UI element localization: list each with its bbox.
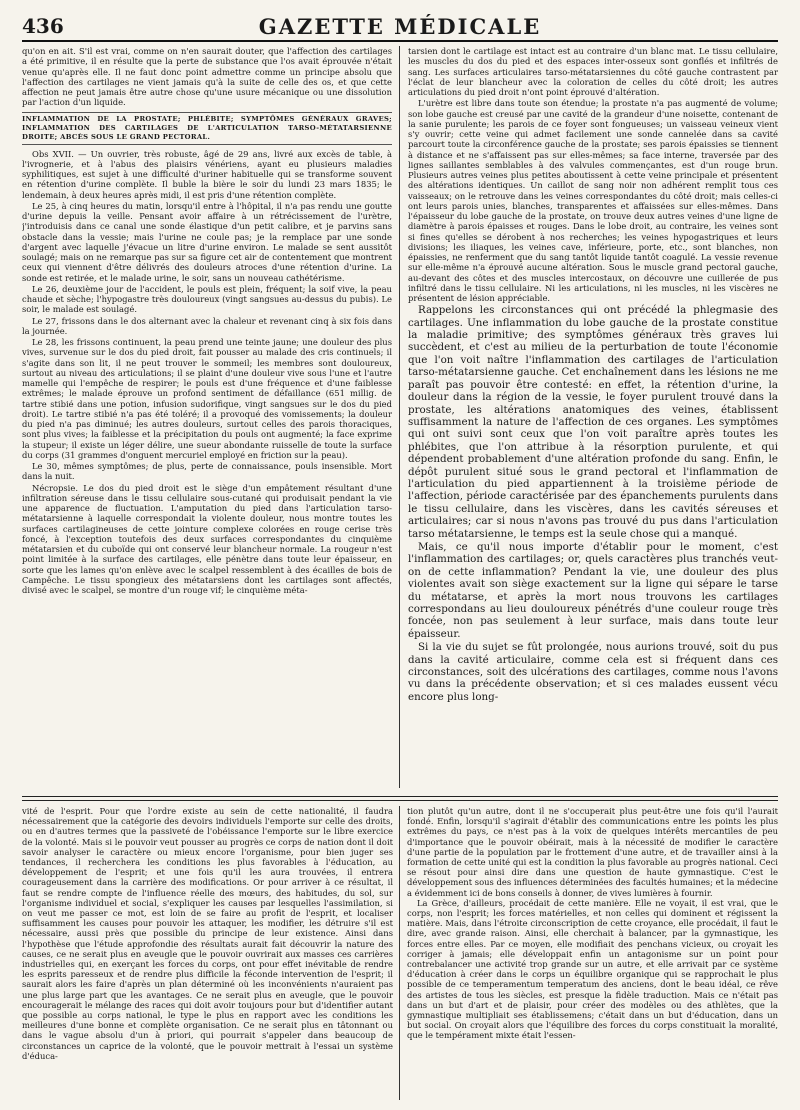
paragraph: Si la vie du sujet se fût prolongée, nous aurions trouvé, soit du pus dans la cavité articulaire, comme cela est si fréquent dans ces circonstances, soit des ulcérations des cartilages, comme nous l'avons vu dans la précédente observation; et si ces malades eussent vécu encore plus long- bbox=[408, 641, 778, 703]
paragraph: Le 26, deuxième jour de l'accident, le pouls est plein, fréquent; la soif vive, la peau chaude et sèche; l'hypogastre très douloureux (vingt sangsues au-dessus du pubis). Le soir, le malade est soulagé. bbox=[22, 283, 392, 315]
journal-title: GAZETTE MÉDICALE bbox=[258, 14, 542, 39]
paragraph: Le 27, frissons dans le dos alternant avec la chaleur et revenant cinq à six fois dans la journée. bbox=[22, 315, 392, 336]
feuilleton-left-column bbox=[22, 806, 393, 1100]
feuilleton-right-column bbox=[407, 806, 778, 1100]
article-section bbox=[22, 46, 778, 788]
paragraph: Le 25, à cinq heures du matin, lorsqu'il entre à l'hôpital, il n'a pas rendu une goutte d'urine depuis la veille. Pensant avoir affaire à un rétrécissement de l'urètre, j'introduisis dans ce canal une sonde élastique d'un petit calibre, et je parvins sans obstacle dans la vessie; mais l'urine ne coule pas; je la remplace par une sonde d'argent avec laquelle j'évacue un litre d'urine environ. Le malade se sent aussitôt soulagé; mais on ne remarque pas sur sa figure cet air de contentement que montrent ceux qui viennent d'être délivrés des douleurs atroces d'une rétention d'urine. La sonde est retirée, et le malade urine, le soir, sans un nouveau cathétérisme. bbox=[22, 200, 392, 283]
paragraph: L'urètre est libre dans toute son étendue; la prostate n'a pas augmenté de volume; son lobe gauche est creusé par une cavité de la grandeur d'une noisette, contenant de la sanie purulente; les parois de ce foyer sont fongueuses; un vaisseau veineux vient s'y ouvrir; cette veine qui admet facilement une sonde cannelée dans sa cavité parcourt toute la circonférence gauche de la prostate; ses parois épaissies se tiennent à distance et ne s'affaissent pas sur elles-mêmes; sa face interne, traversée par des lignes saillantes semblables à des valvules commençantes, est d'un rouge brun. Plusieurs autres veines plus petites aboutissent à cette veine principale et présentent des altérations identiques. Un caillot de sang noir non adhérent remplit tous ces vaisseaux; on le retrouve dans les veines correspondantes du côté droit; mais celles-ci ont leurs parois unies, blanches, transparentes et affaissées sur elles-mêmes. Dans l'épaisseur du lobe gauche de la prostate, on trouve deux autres veines d'une ligne de diamètre à parois épaisses et rouges. Dans le lobe droit, au contraire, les veines sont si fines qu'elles se dérobent à nos recherches; les veines hypogastriques et leurs divisions; les iliaques, les veines cave, inférieure, porte, etc., sont blanches, non épaissies, ne renferment que du sang tantôt liquide tantôt coagulé. La vessie revenue sur elle-même n'a éprouvé aucune altération. Sous le muscle grand pectoral gauche, au-devant des côtes et des muscles intercostaux, on découvre une cuillerée de pus infiltré dans le tissu cellulaire. Ni les articulations, ni les muscles, ni les viscères ne présentent de lésion appréciable. bbox=[408, 98, 778, 303]
paragraph: tion plutôt qu'un autre, dont il ne s'occuperait plus peut-être une fois qu'il l'aurait fondé. Enfin, lorsqu'il s'agirait d'établir des communications entre les points les plus extrêmes du pays, ce n'est pas à la voix de quelques intérêts mercantiles de peu d'importance que le pouvoir obéirait, mais à la nécessité de modifier le caractère d'une partie de la population par le frottement d'une autre, et de travailler ainsi à la formation de cette unité qui est la condition la plus favorable au progrès national. Ceci se résout pour ainsi dire dans une question de haute gymnastique. C'est le développement sous des influences déterminées des facultés humaines; et la médecine a évidemment ici de bons conseils à donner, de vives lumières à fournir. bbox=[407, 806, 778, 898]
feuilleton-section bbox=[22, 806, 778, 1100]
paragraph: Obs XVII. — Un ouvrier, très robuste, âgé de 29 ans, livré aux excès de table, à l'ivrognerie, et à l'abus des plaisirs vénériens, ayant eu plusieurs maladies syphilitiques, est sujet à une difficulté d'uriner habituelle qui se transforme souvent en rétention d'urine complète. Il buble la bière le soir du lundi 23 mars 1835; le lendemain, à deux heures après midi, il est pris d'une rétention complète. bbox=[22, 148, 392, 200]
paragraph: Mais, ce qu'il nous importe d'établir pour le moment, c'est l'inflammation des cartilages; or, quels caractères plus tranchés veut-on de cette inflammation? Pendant la vie, une douleur des plus violentes avait son siège exactement sur la ligne qui sépare le tarse du métatarse, et après la mort nous trouvons les cartilages correspondans au lieu douloureux pénétrés d'une couleur rouge très foncée, non pas seulement à leur surface, mais dans toute leur épaisseur. bbox=[408, 540, 778, 640]
newspaper-page bbox=[22, 14, 778, 1100]
page-header bbox=[22, 14, 778, 42]
section-separator bbox=[22, 796, 778, 801]
paragraph: Rappelons les circonstances qui ont précédé la phlegmasie des cartilages. Une inflammation du lobe gauche de la prostate constitue la maladie primitive; des symptômes généraux très graves lui succèdent, et c'est au milieu de la perturbation de toute l'économie que l'on voit naître l'inflammation des cartilages de l'articulation tarso-métatarsienne gauche. Cet enchaînement dans les lésions ne me paraît pas pouvoir être contesté: en effet, la rétention d'urine, la douleur dans la région de la vessie, le foyer purulent trouvé dans la prostate, les altérations anatomiques des veines, établissent suffisamment la nature de l'affection de ces organes. Les symptômes qui ont suivi sont ceux que l'on voit paraître après toutes les phlébites, que l'on attribue à la résorption purulente, et qui dépendent probablement d'une altération profonde du sang. Enfin, le dépôt purulent situé sous le grand pectoral et l'inflammation de l'articulation du pied appartiennent à la troisième période de l'affection, période caractérisée par des épanchements purulents dans le tissu cellulaire, dans les viscères, dans les cavités séreuses et articulaires; car si nous n'avons pas trouvé du pus dans l'articulation tarso métatarsienne, le temps est la seule chose qui a manqué. bbox=[408, 304, 778, 540]
paragraph: Le 30, mêmes symptômes; de plus, perte de connaissance, pouls insensible. Mort dans la nuit. bbox=[22, 461, 392, 482]
left-column bbox=[22, 46, 392, 788]
case-title: INFLAMMATION DE LA PROSTATE; PHLÉBITE; SYMPTÔMES GÉNÉRAUX GRAVES; INFLAMMATION DES CARTILAGES DE L'ARTICULATION TARSO-MÉTATARSIENNE DROITE; ABCÈS SOUS LE GRAND PECTORAL. bbox=[22, 112, 392, 145]
paragraph: tarsien dont le cartilage est intact est au contraire d'un blanc mat. Le tissu cellulaire, les muscles du dos du pied et des espaces inter-osseux sont gonflés et infiltrés de sang. Les surfaces articulaires tarso-métatarsiennes du côté gauche contrastent par l'éclat de leur blancheur avec la coloration de celles du côté droit; les autres articulations du pied droit n'ont point éprouvé d'altération. bbox=[408, 46, 778, 97]
paragraph: La Grèce, d'ailleurs, procédait de cette manière. Elle ne voyait, il est vrai, que le corps, non l'esprit; les forces matérielles, et non celles qui dominent et régissent la matière. Mais, dans l'étroite circonscription de cette croyance, elle procédait, il faut le dire, avec grande raison. Ainsi, elle cherchait à balancer, par la gymnastique, les forces entre elles. Par ce moyen, elle modifiait des penchans vicieux, ou croyait les corriger à jamais; elle développait enfin un antagonisme sur un point pour contrebalancer une activité trop grande sur un autre, et elle arrivait par ce système d'éducation à créer dans le corps un équilibre organique qui se rapprochait le plus possible de ce temperamentum temperatum des anciens, dont le beau idéal, ce rêve des artistes de tous les siècles, est presque la fidèle traduction. Mais ce n'était pas dans un but d'art et de plaisir, pour créer des modèles ou des athlètes, que la gymnastique multipliait ses établissemens; c'était dans un but d'éducation, dans un but social. On croyait alors que l'équilibre des forces du corps constituait la moralité, que le tempérament mixte était l'essen- bbox=[407, 897, 778, 1041]
column-divider bbox=[399, 806, 400, 1100]
column-divider bbox=[399, 46, 400, 788]
paragraph: Nécropsie. Le dos du pied droit est le siège d'un empâtement résultant d'une infiltration séreuse dans le tissu cellulaire sous-cutané qui produisait pendant la vie une apparence de fluctuation. L'amputation du pied dans l'articulation tarso-métatarsienne à laquelle correspondait la violente douleur, nous montre toutes les surfaces cartilagineuses de cette jointure complexe colorées en rouge cerise très foncé, à l'exception toutefois des deux surfaces correspondantes du cinquième métatarsien et du cuboïde qui ont conservé leur blancheur normale. La rougeur n'est point limitée à la surface des cartilages, elle pénètre dans toute leur épaisseur, en sorte que les lames qu'on enlève avec le scalpel ressemblent à des écailles de bois de Campêche. Le tissu spongieux des métatarsiens dont les cartilages sont affectés, divisé avec le scalpel, se montre d'un rouge vif; le cinquième méta- bbox=[22, 482, 392, 595]
paragraph: vité de l'esprit. Pour que l'ordre existe au sein de cette nationalité, il faudra nécessairement que la catégorie des devoirs individuels l'emporte sur celle des droits, ou en d'autres termes que la passiveté de l'obéissance l'emporte sur le libre exercice de la volonté. Mais si le pouvoir veut pousser au progrès ce corps de nation dont il doit savoir analyser le caractère ou mieux encore l'organisme, pour bien juger ses tendances, il recherchera les conditions les plus favorables à l'éducation, au développement de l'esprit; et une fois qu'il les aura trouvées, il entrera courageusement dans la carrière des modifications. Or pour arriver à ce résultat, il faut se rendre compte de l'influence réelle des mœurs, des habitudes, du sol, sur l'organisme individuel et social, s'expliquer les causes par lesquelles l'assimilation, si on veut me passer ce mot, est loin de se faire au profit de l'esprit, et localiser suffisamment les causes pour pouvoir les attaquer, les modifier, les détruire s'il est nécessaire, aussi près que possible du principe de leur existence. Ainsi dans l'hypothèse que l'étude approfondie des résultats aurait fait découvrir la nature des causes, ce ne serait plus en aveugle que le pouvoir ouvrirait aux masses ces carrières industrielles qui, en exerçant les forces du corps, ont pour effet inévitable de rendre les esprits paresseux et de rendre plus difficile la féconde intervention de l'esprit; il saurait alors les faire d'après un plan déterminé où les inconvénients n'auraient pas une plus large part que les avantages. Ce ne serait plus en aveugle, que le pouvoir encouragerait le mélange des races qui doit avoir toujours pour but d'identifier autant que possible au corps national, le type le plus en rapport avec les conditions les meilleures d'une bonne et complète organisation. Ce ne serait plus en tâtonnant ou dans le vague absolu d'un à priori, qui pourrait s'appeler dans beaucoup de circonstances un caprice de la volonté, que le pouvoir mettrait à l'essai un système d'éduca- bbox=[22, 806, 393, 1061]
right-column bbox=[408, 46, 778, 788]
paragraph: qu'on en ait. S'il est vrai, comme on n'en saurait douter, que l'affection des cartilages a été primitive, il en résulte que la perte de substance que l'os avait éprouvée n'était venue qu'après elle. Il ne faut donc point admettre comme un principe absolu que l'affection des cartilages ne vient jamais qu'à la suite de celle des os, et que cette affection ne peut jamais être autre chose qu'une usure mécanique ou une dissolution par l'action d'un liquide. bbox=[22, 46, 392, 108]
paragraph: Le 28, les frissons continuent, la peau prend une teinte jaune; une douleur des plus vives, survenue sur le dos du pied droit, fait pousser au malade des cris continuels; il s'agite dans son lit, il ne peut trouver le sommeil; les membres sont douloureux, surtout au niveau des articulations; il se plaint d'une douleur vive sous l'une et l'autre mamelle qui l'empêche de respirer; le pouls est d'une fréquence et d'une faiblesse extrêmes; le malade éprouve un profond sentiment de défaillance (651 millig. de tartre stibié dans une potion, infusion sudorifique, vingt sangsues sur le dos du pied droit). Le tartre stibié n'a pas été toléré; il a provoqué des vomissements; la douleur du pied n'a pas diminué; les autres douleurs, surtout celles des parois thoraciques, sont plus vives; la faiblesse et la précipitation du pouls ont augmenté; la face exprime la stupeur; il existe un léger délire, une sueur abondante ruisselle de toute la surface du corps (31 grammes d'onguent mercuriel employé en friction sur la peau). bbox=[22, 337, 392, 460]
page-number: 436 bbox=[22, 14, 64, 38]
